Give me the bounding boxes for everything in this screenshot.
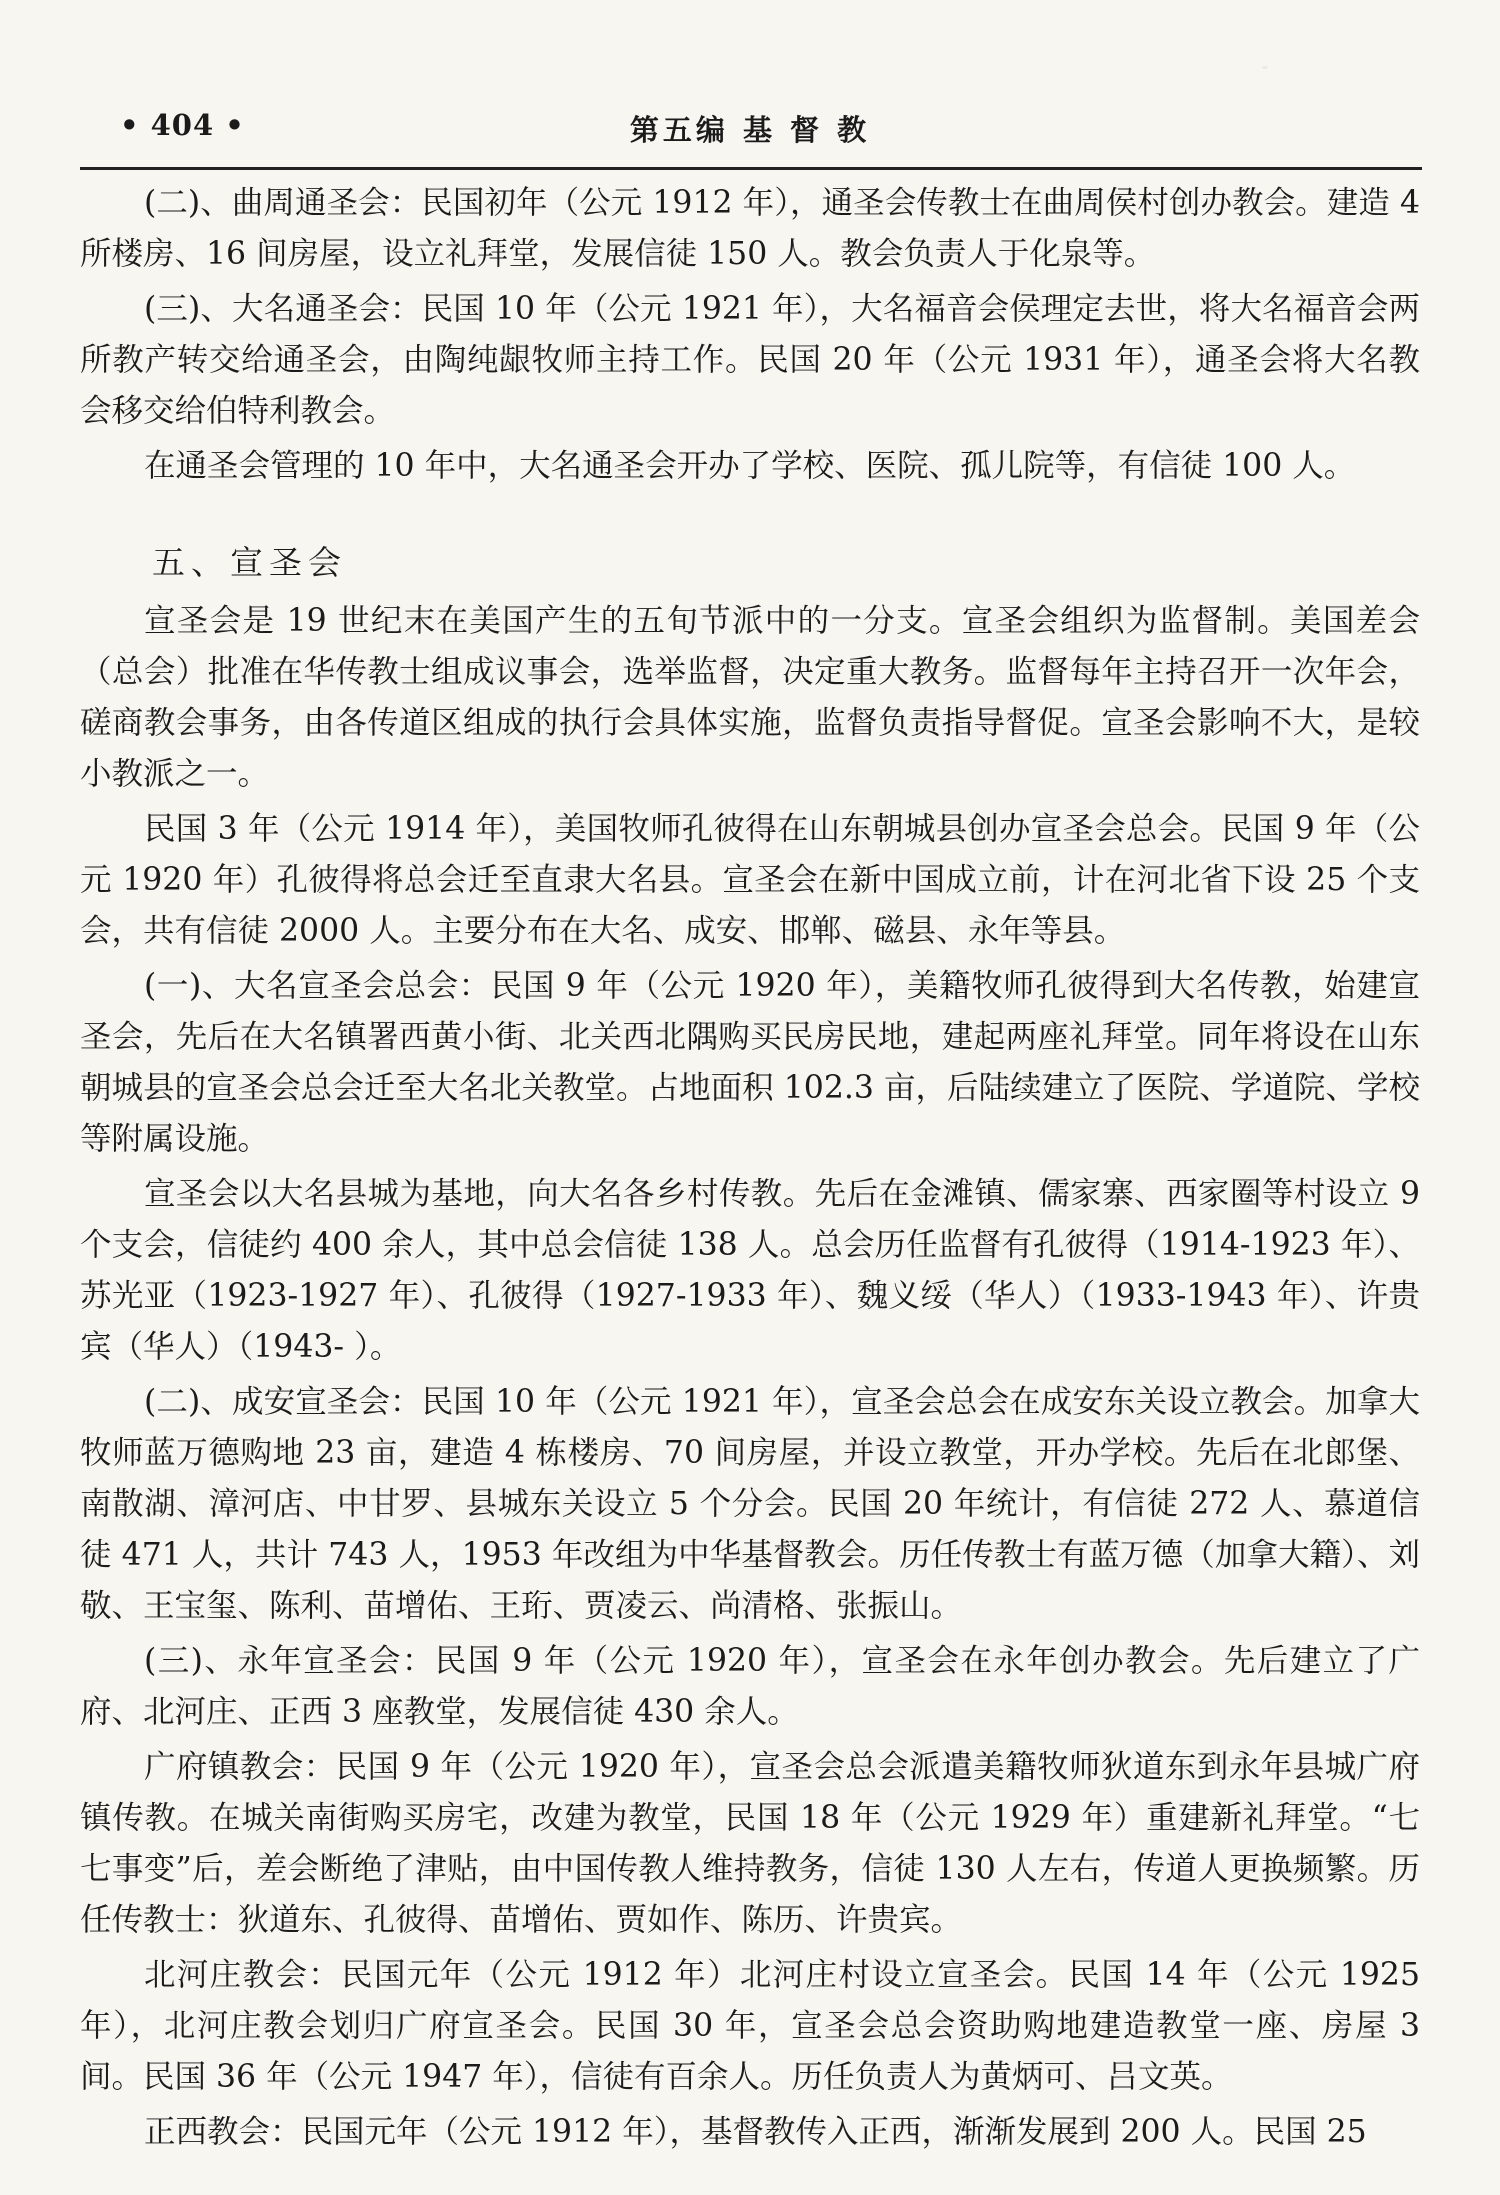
paragraph: 北河庄教会：民国元年（公元 1912 年）北河庄村设立宣圣会。民国 14 年（公元 1925 年），北河庄教会划归广府宣圣会。民国 30 年，宣圣会总会资助购地建造教堂一座、房屋 3 间。民国 36 年（公元 1947 年），信徒有百余人。历任负责人为黄炳可、吕文英。 — [80, 1957, 1420, 2095]
paragraph: 民国 3 年（公元 1914 年），美国牧师孔彼得在山东朝城县创办宣圣会总会。民国 9 年（公元 1920 年）孔彼得将总会迁至直隶大名县。宣圣会在新中国成立前，计在河北省下设 25 个支会，共有信徒 2000 人。主要分布在大名、成安、邯郸、磁县、永年等县。 — [80, 811, 1420, 949]
page-number: • 404 • — [120, 108, 245, 142]
paragraph: 正西教会：民国元年（公元 1912 年），基督教传入正西，渐渐发展到 200 人。民国 25 — [144, 2114, 1367, 2150]
page-body — [80, 178, 1420, 2158]
paragraph: (一)、大名宣圣会总会：民国 9 年（公元 1920 年），美籍牧师孔彼得到大名传教，始建宣圣会，先后在大名镇署西黄小街、北关西北隅购买民房民地，建起两座礼拜堂。同年将设在山东朝城县的宣圣会总会迁至大名北关教堂。占地面积 102.3 亩，后陆续建立了医院、学道院、学校等附属设施。 — [80, 968, 1420, 1157]
paragraph: 宣圣会是 19 世纪末在美国产生的五旬节派中的一分支。宣圣会组织为监督制。美国差会（总会）批准在华传教士组成议事会，选举监督，决定重大教务。监督每年主持召开一次年会，磋商教会事务，由各传道区组成的执行会具体实施，监督负责指导督促。宣圣会影响不大，是较小教派之一。 — [80, 603, 1420, 792]
paragraph: (二)、成安宣圣会：民国 10 年（公元 1921 年），宣圣会总会在成安东关设立教会。加拿大牧师蓝万德购地 23 亩，建造 4 栋楼房、70 间房屋，并设立教堂，开办学校。先后在北郎堡、南散湖、漳河店、中甘罗、县城东关设立 5 个分会。民国 20 年统计，有信徒 272 人、慕道信徒 471 人，共计 743 人，1953 年改组为中华基督教会。历任传教士有蓝万德（加拿大籍）、刘敬、王宝玺、陈利、苗增佑、王珩、贾凌云、尚清格、张振山。 — [80, 1384, 1420, 1624]
paragraph: (三)、永年宣圣会：民国 9 年（公元 1920 年），宣圣会在永年创办教会。先后建立了广府、北河庄、正西 3 座教堂，发展信徒 430 余人。 — [80, 1643, 1420, 1730]
header-rule — [80, 167, 1422, 170]
page-header — [80, 108, 1420, 166]
paragraph: 宣圣会以大名县城为基地，向大名各乡村传教。先后在金滩镇、儒家寨、西家圈等村设立 9 个支会，信徒约 400 余人，其中总会信徒 138 人。总会历任监督有孔彼得（1914-1923 年）、苏光亚（1923-1927 年）、孔彼得（1927-1933 年）、魏义绥（华人）（1933-1943 年）、许贵宾（华人）（1943- ）。 — [80, 1176, 1420, 1365]
section-heading: 五、宣圣会 — [152, 543, 347, 582]
running-head: 第五编 基 督 教 — [629, 113, 871, 147]
paragraph: 在通圣会管理的 10 年中，大名通圣会开办了学校、医院、孤儿院等，有信徒 100 人。 — [144, 448, 1356, 484]
paragraph: (二)、曲周通圣会：民国初年（公元 1912 年），通圣会传教士在曲周侯村创办教会。建造 4 所楼房、16 间房屋，设立礼拜堂，发展信徒 150 人。教会负责人于化泉等。 — [80, 185, 1420, 272]
scan-speck — [1262, 66, 1268, 69]
paragraph: 广府镇教会：民国 9 年（公元 1920 年），宣圣会总会派遣美籍牧师狄道东到永年县城广府镇传教。在城关南街购买房宅，改建为教堂，民国 18 年（公元 1929 年）重建新礼拜堂。“七七事变”后，差会断绝了津贴，由中国传教人维持教务，信徒 130 人左右，传道人更换频繁。历任传教士：狄道东、孔彼得、苗增佑、贾如作、陈历、许贵宾。 — [80, 1749, 1420, 1938]
paragraph: (三)、大名通圣会：民国 10 年（公元 1921 年），大名福音会侯理定去世，将大名福音会两所教产转交给通圣会，由陶纯龈牧师主持工作。民国 20 年（公元 1931 年），通圣会将大名教会移交给伯特利教会。 — [80, 291, 1420, 429]
